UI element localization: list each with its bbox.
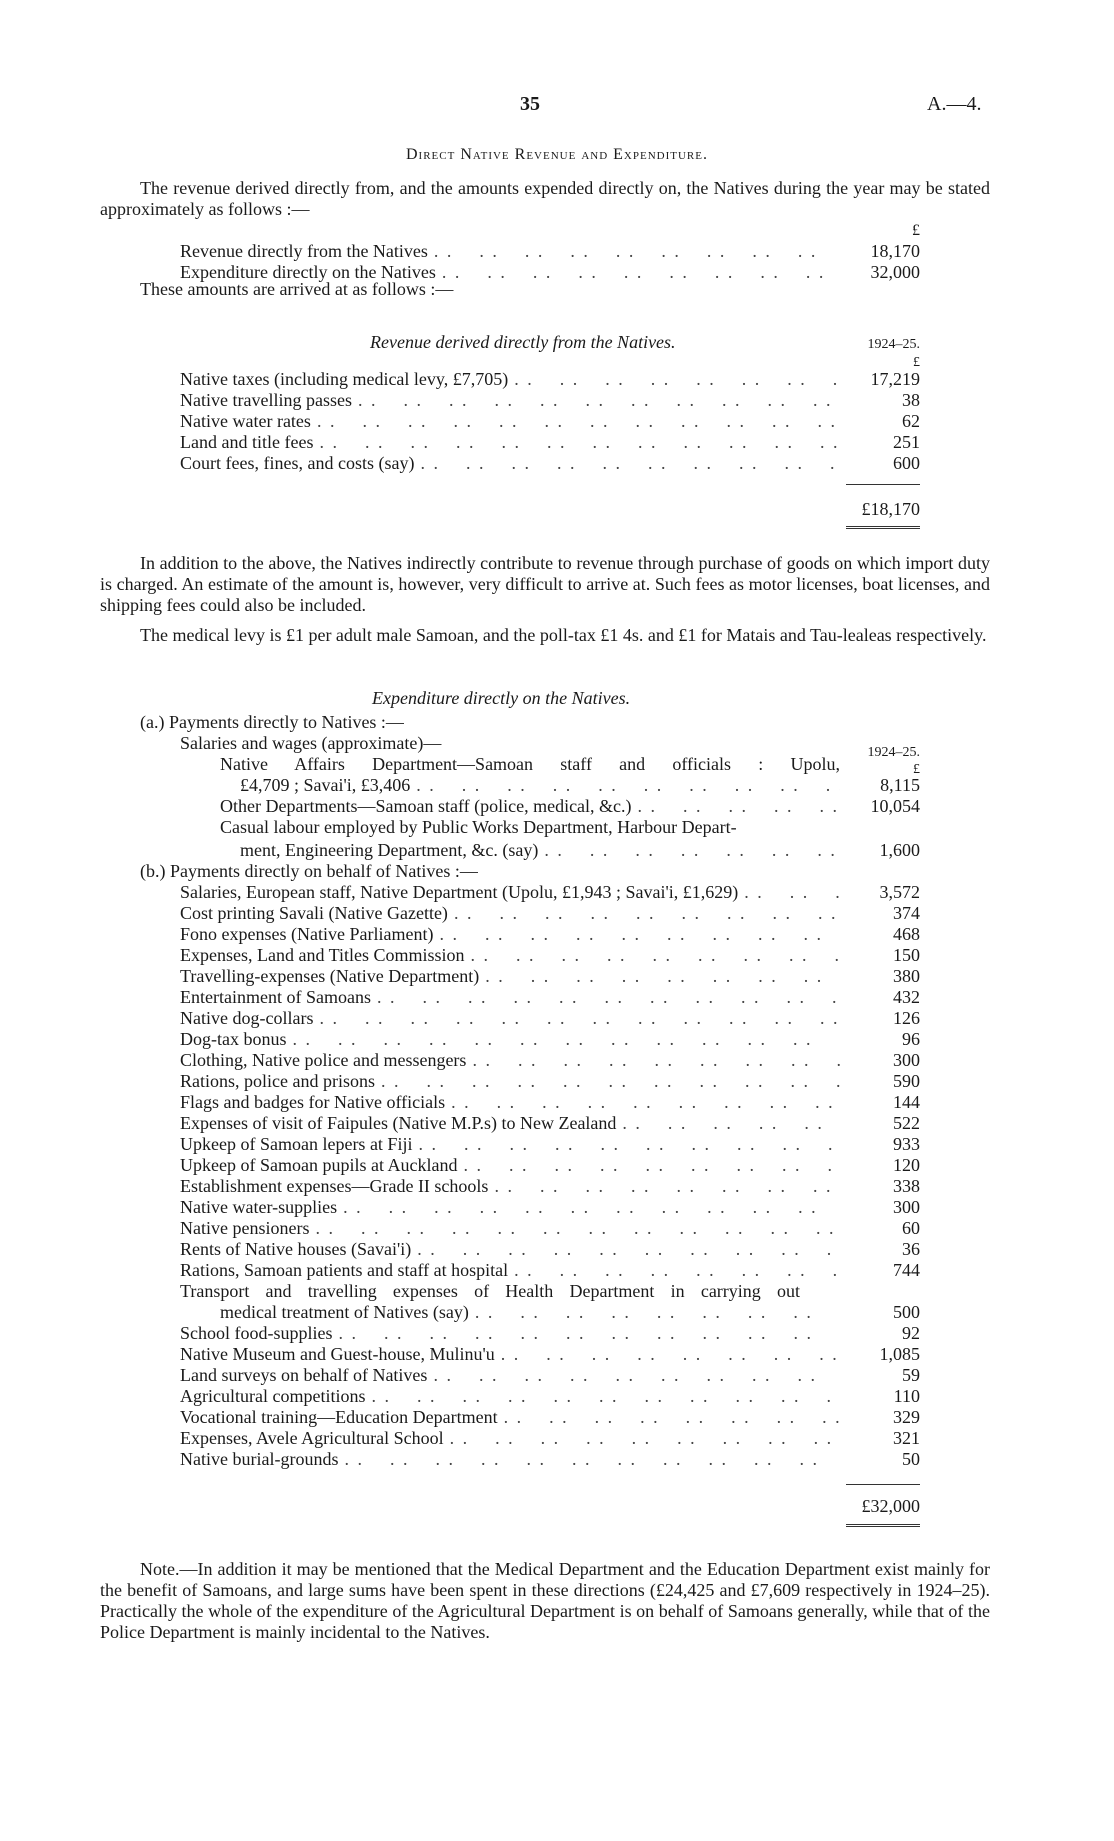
transport-row [220, 1302, 920, 1323]
expenditure-row [180, 1218, 920, 1239]
expenditure-row [180, 1155, 920, 1176]
expenditure-row-label: Native water-supplies [180, 1197, 338, 1217]
summary-row [180, 241, 920, 262]
expenditure-row-amount: 126 [893, 1008, 920, 1028]
document-reference: A.—4. [927, 93, 982, 115]
revenue-row-amount: 600 [893, 453, 920, 473]
expenditure-total: £32,000 [861, 1496, 920, 1516]
expenditure-row-amount: 36 [902, 1239, 920, 1259]
summary-row-amount: 18,170 [870, 241, 920, 261]
expenditure-row [180, 987, 920, 1008]
revenue-row-amount: 62 [902, 411, 920, 431]
revenue-row-amount: 251 [893, 432, 920, 452]
expenditure-row-amount: 110 [893, 1386, 920, 1406]
revenue-table [180, 369, 920, 474]
revenue-row-label: Land and title fees [180, 432, 314, 452]
revenue-row [180, 411, 920, 432]
expenditure-row [180, 966, 920, 987]
page-number: 35 [520, 93, 540, 115]
expenditure-row-amount: 59 [902, 1365, 920, 1385]
other-departments-label: Other Departments—Samoan staff (police, medical, &c.) [220, 796, 632, 816]
expenditure-row-amount: 590 [893, 1071, 920, 1091]
revenue-total: £18,170 [861, 499, 920, 519]
expenditure-row-amount: 933 [893, 1134, 920, 1154]
revenue-row-label: Native water rates [180, 411, 311, 431]
expenditure-row-label: Native Museum and Guest-house, Mulinu'u [180, 1344, 495, 1364]
section-a-label: (a.) Payments directly to Natives :— [140, 712, 404, 732]
expenditure-row-amount: 374 [893, 903, 920, 923]
transport-line2: medical treatment of Natives (say) [220, 1302, 469, 1322]
revenue-heading: Revenue derived directly from the Natives. [370, 332, 676, 352]
expenditure-row-label: Native burial-grounds [180, 1449, 339, 1469]
expenditure-row-label: Clothing, Native police and messengers [180, 1050, 467, 1070]
expenditure-row [180, 1365, 920, 1386]
expenditure-row [180, 1449, 920, 1470]
expenditure-row-label: Rations, Samoan patients and staff at hospital [180, 1260, 509, 1280]
expenditure-row-label: Native dog-collars [180, 1008, 314, 1028]
revenue-row [180, 432, 920, 453]
expenditure-rule [846, 1484, 920, 1485]
salaries-label: Salaries and wages (approximate)— [180, 733, 442, 753]
expenditure-row [180, 1344, 920, 1365]
section-b-table-2 [180, 1323, 920, 1470]
summary-note: These amounts are arrived at as follows :— [140, 279, 454, 299]
other-departments-row [220, 796, 920, 817]
expenditure-row-amount: 300 [893, 1050, 920, 1070]
expenditure-currency: £ [913, 762, 920, 777]
expenditure-row-label: Land surveys on behalf of Natives [180, 1365, 428, 1385]
note-paragraph: Note.—In addition it may be mentioned that the Medical Department and the Education Department exist mainly for the benefit of Samoans, and large sums have been spent in these directions (£24,425 and £7,609 respectively in 1924–25). Practically the whole of the expenditure of the Agricultural Department is on behalf of Samoans generally, while that of the Police Department is mainly incidental to the Natives. [100, 1559, 990, 1642]
revenue-row-label: Native travelling passes [180, 390, 352, 410]
summary-row-label: Revenue directly from the Natives [180, 241, 428, 261]
casual-labour-row [240, 840, 920, 861]
expenditure-year: 1924–25. [867, 745, 920, 760]
expenditure-row-label: Establishment expenses—Grade II schools [180, 1176, 489, 1196]
expenditure-row-label: Expenses, Avele Agricultural School [180, 1428, 444, 1448]
summary-currency: £ [912, 222, 920, 239]
transport-amount: 500 [893, 1302, 920, 1322]
expenditure-row-amount: 144 [893, 1092, 920, 1112]
expenditure-row-label: Rations, police and prisons [180, 1071, 375, 1091]
expenditure-row-amount: 50 [902, 1449, 920, 1469]
native-affairs-line1: Native Affairs Department—Samoan staff and officials : Upolu, [220, 754, 840, 774]
expenditure-row [180, 1323, 920, 1344]
revenue-row [180, 369, 920, 390]
expenditure-row-label: Dog-tax bonus [180, 1029, 287, 1049]
expenditure-row-amount: 744 [893, 1260, 920, 1280]
section-b-table [180, 882, 920, 1281]
expenditure-row-amount: 321 [893, 1428, 920, 1448]
intro-paragraph: The revenue derived directly from, and the amounts expended directly on, the Natives during the year may be stated approximately as follows :— [100, 178, 990, 219]
expenditure-total-rule [846, 1524, 920, 1527]
native-affairs-row [240, 775, 920, 796]
expenditure-row [180, 1428, 920, 1449]
expenditure-row [180, 1113, 920, 1134]
revenue-row [180, 390, 920, 411]
expenditure-row [180, 1008, 920, 1029]
expenditure-row-label: Upkeep of Samoan pupils at Auckland [180, 1155, 458, 1175]
medical-levy-paragraph: The medical levy is £1 per adult male Samoan, and the poll-tax £1 4s. and £1 for Matais and Tau-lealeas respectively. [140, 625, 987, 645]
expenditure-row [180, 903, 920, 924]
expenditure-row-amount: 1,085 [879, 1344, 920, 1364]
expenditure-row-amount: 468 [893, 924, 920, 944]
expenditure-row-amount: 380 [893, 966, 920, 986]
expenditure-row [180, 1029, 920, 1050]
expenditure-row-label: Entertainment of Samoans [180, 987, 371, 1007]
expenditure-row-amount: 522 [893, 1113, 920, 1133]
expenditure-row [180, 882, 920, 903]
section-b-label: (b.) Payments directly on behalf of Natives :— [140, 861, 478, 881]
expenditure-row [180, 1176, 920, 1197]
expenditure-row-label: Cost printing Savali (Native Gazette) [180, 903, 448, 923]
expenditure-row-amount: 120 [893, 1155, 920, 1175]
revenue-currency: £ [913, 355, 920, 370]
expenditure-row-amount: 96 [902, 1029, 920, 1049]
expenditure-row-amount: 150 [893, 945, 920, 965]
expenditure-row-amount: 92 [902, 1323, 920, 1343]
revenue-row-label: Court fees, fines, and costs (say) [180, 453, 415, 473]
expenditure-row-label: Rents of Native houses (Savai'i) [180, 1239, 412, 1259]
native-affairs-amount: 8,115 [880, 775, 920, 795]
expenditure-row [180, 1407, 920, 1428]
section-title: Direct Native Revenue and Expenditure. [406, 146, 708, 163]
revenue-row-label: Native taxes (including medical levy, £7,705) [180, 369, 509, 389]
expenditure-row-label: Upkeep of Samoan lepers at Fiji [180, 1134, 413, 1154]
revenue-row-amount: 17,219 [870, 369, 920, 389]
expenditure-row [180, 1092, 920, 1113]
expenditure-row-label: Agricultural competitions [180, 1386, 366, 1406]
other-departments-amount: 10,054 [870, 796, 920, 816]
expenditure-row-label: Native pensioners [180, 1218, 310, 1238]
summary-row-label: Expenditure directly on the Natives [180, 262, 436, 282]
expenditure-row-label: School food-supplies [180, 1323, 333, 1343]
expenditure-row-amount: 432 [893, 987, 920, 1007]
casual-labour-amount: 1,600 [879, 840, 920, 860]
revenue-rule [846, 484, 920, 485]
casual-labour-line1: Casual labour employed by Public Works Department, Harbour Depart- [220, 817, 737, 837]
expenditure-row [180, 1260, 920, 1281]
expenditure-row-label: Expenses of visit of Faipules (Native M.P.s) to New Zealand [180, 1113, 617, 1133]
expenditure-row-label: Flags and badges for Native officials [180, 1092, 446, 1112]
expenditure-row [180, 945, 920, 966]
expenditure-row [180, 924, 920, 945]
expenditure-row-amount: 300 [893, 1197, 920, 1217]
summary-row-amount: 32,000 [870, 262, 920, 282]
expenditure-row [180, 1197, 920, 1218]
expenditure-row-label: Travelling-expenses (Native Department) [180, 966, 480, 986]
revenue-year: 1924–25. [867, 337, 920, 352]
expenditure-row-label: Expenses, Land and Titles Commission [180, 945, 465, 965]
revenue-row-amount: 38 [902, 390, 920, 410]
native-affairs-line2: £4,709 ; Savai'i, £3,406 [240, 775, 411, 795]
transport-line1: Transport and travelling expenses of Health Department in carrying out [180, 1281, 800, 1301]
revenue-row [180, 453, 920, 474]
expenditure-heading: Expenditure directly on the Natives. [372, 688, 631, 708]
expenditure-row-amount: 329 [893, 1407, 920, 1427]
casual-labour-line2: ment, Engineering Department, &c. (say) [240, 840, 539, 860]
expenditure-row-amount: 3,572 [879, 882, 920, 902]
expenditure-row-label: Fono expenses (Native Parliament) [180, 924, 434, 944]
expenditure-row [180, 1239, 920, 1260]
expenditure-row-amount: 60 [902, 1218, 920, 1238]
expenditure-row-amount: 338 [893, 1176, 920, 1196]
expenditure-row [180, 1071, 920, 1092]
summary-table [180, 220, 920, 283]
expenditure-row [180, 1134, 920, 1155]
indirect-revenue-paragraph: In addition to the above, the Natives indirectly contribute to revenue through purchase of goods on which import duty is charged. An estimate of the amount is, however, very difficult to arrive at. Such fees as motor licenses, boat licenses, and shipping fees could also be included. [100, 553, 990, 615]
expenditure-row [180, 1050, 920, 1071]
expenditure-row-label: Vocational training—Education Department [180, 1407, 498, 1427]
expenditure-row-label: Salaries, European staff, Native Department (Upolu, £1,943 ; Savai'i, £1,629) [180, 882, 739, 902]
expenditure-row [180, 1386, 920, 1407]
revenue-total-rule [846, 526, 920, 529]
